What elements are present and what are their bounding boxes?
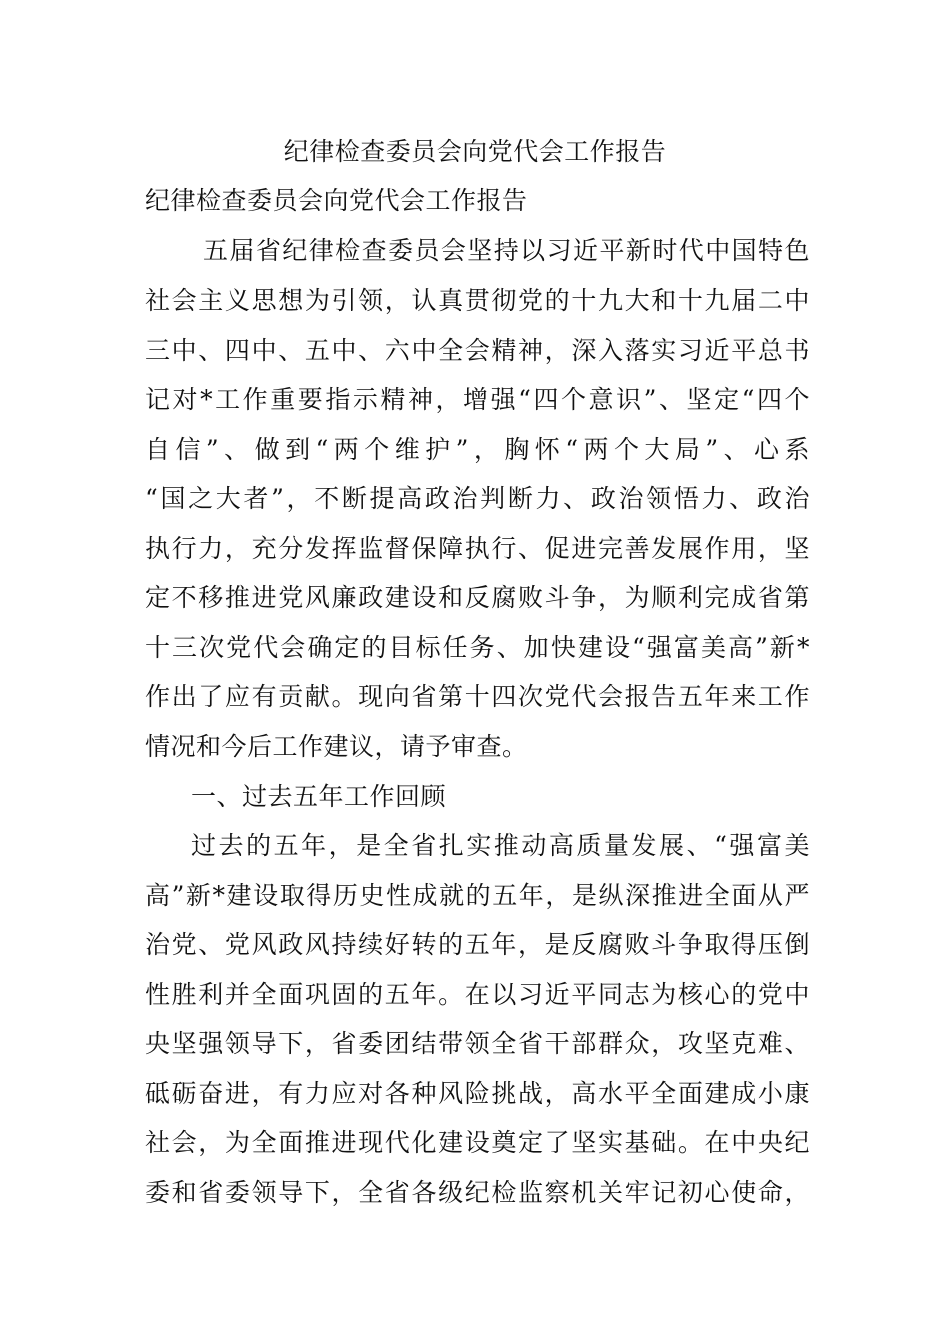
paragraph-1-line: “国之大者”，不断提高政治判断力、政治领悟力、政治 <box>145 484 810 513</box>
paragraph-2-line: 社会，为全面推进现代化建设奠定了坚实基础。在中央纪 <box>145 1128 810 1157</box>
paragraph-1-line: 情况和今后工作建议，请予审查。 <box>145 732 528 761</box>
paragraph-2-line: 治党、党风政风持续好转的五年，是反腐败斗争取得压倒 <box>145 930 810 959</box>
document-title: 纪律检查委员会向党代会工作报告 <box>283 137 667 166</box>
paragraph-1-line: 执行力，充分发挥监督保障执行、促进完善发展作用，坚 <box>145 534 810 563</box>
paragraph-2-line: 央坚强领导下，省委团结带领全省干部群众，攻坚克难、 <box>145 1029 810 1058</box>
paragraph-1-line: 五届省纪律检查委员会坚持以习近平新时代中国特色 <box>203 236 810 265</box>
paragraph-1-line: 记对*工作重要指示精神，增强“四个意识”、坚定“四个 <box>145 385 810 414</box>
paragraph-1-line: 三中、四中、五中、六中全会精神，深入落实习近平总书 <box>145 336 810 365</box>
paragraph-1-line: 自信”、做到“两个维护”，胸怀“两个大局”、心系 <box>145 435 810 464</box>
paragraph-2-line: 高”新*建设取得历史性成就的五年，是纵深推进全面从严 <box>145 881 810 910</box>
paragraph-1-line: 十三次党代会确定的目标任务、加快建设“强富美高”新* <box>145 633 810 662</box>
document-subtitle: 纪律检查委员会向党代会工作报告 <box>145 186 528 215</box>
section-heading: 一、过去五年工作回顾 <box>191 782 447 811</box>
paragraph-2-line: 过去的五年，是全省扎实推动高质量发展、“强富美 <box>191 831 810 860</box>
paragraph-1-line: 定不移推进党风廉政建设和反腐败斗争，为顺利完成省第 <box>145 583 810 612</box>
paragraph-2-line: 性胜利并全面巩固的五年。在以习近平同志为核心的党中 <box>145 980 810 1009</box>
paragraph-2-line: 委和省委领导下，全省各级纪检监察机关牢记初心使命， <box>145 1178 810 1207</box>
paragraph-1-line: 作出了应有贡献。现向省第十四次党代会报告五年来工作 <box>145 682 810 711</box>
paragraph-2-line: 砥砺奋进，有力应对各种风险挑战，高水平全面建成小康 <box>145 1079 810 1108</box>
paragraph-1-line: 社会主义思想为引领，认真贯彻党的十九大和十九届二中 <box>145 286 810 315</box>
